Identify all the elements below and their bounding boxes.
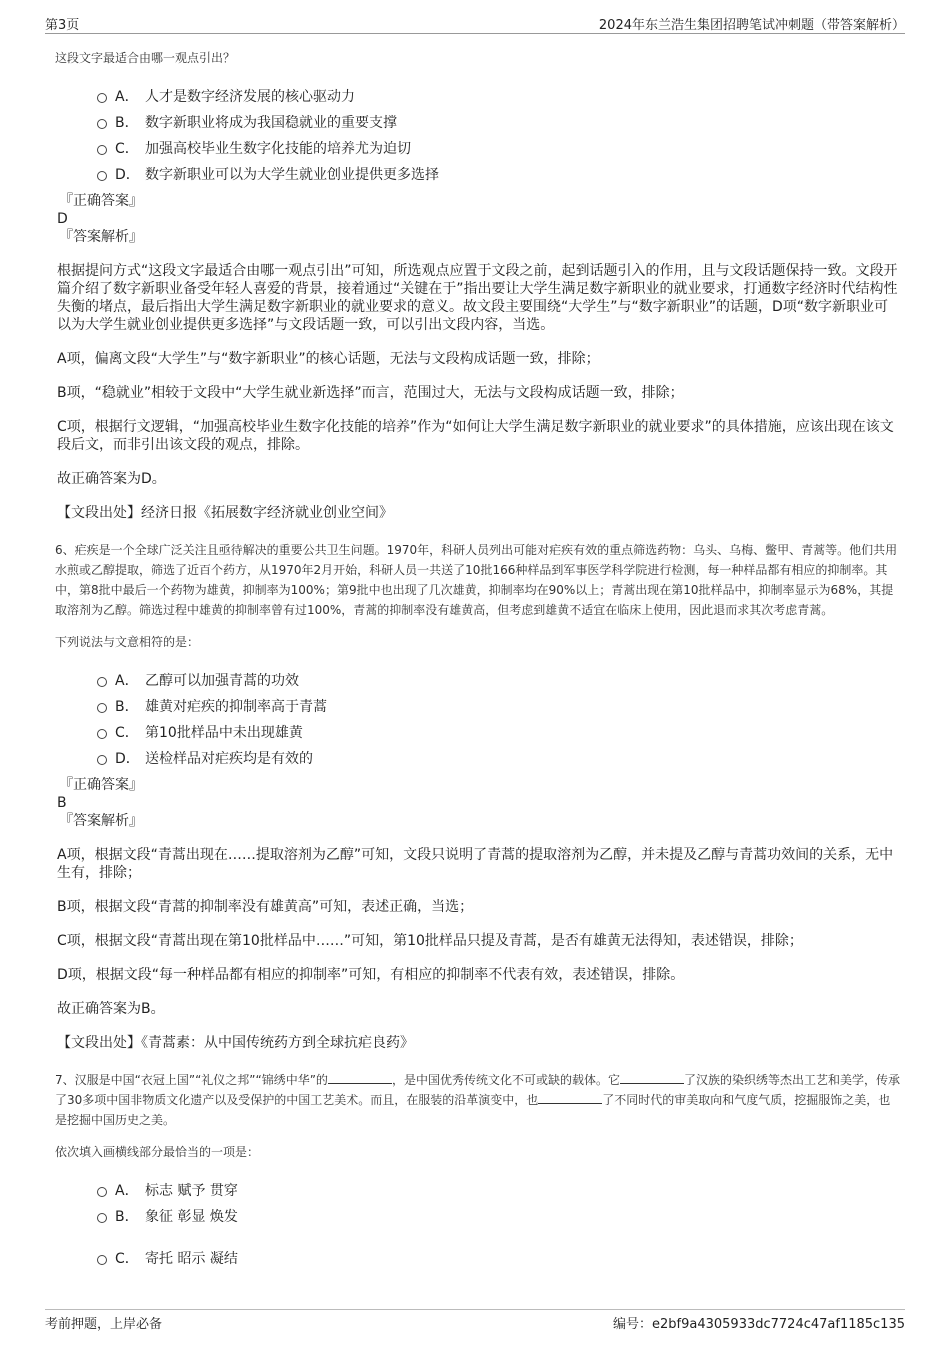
q5-analysis-paragraph: 根据提问方式“这段文字最适合由哪一观点引出”可知，所选观点应置于文段之前，起到话题引入的作用，且与文段话题保持一致。文段开篇介绍了数字新职业备受年轻人喜爱的背景，接着通过“关键在于”指出要让大学生满足数字新职业的就业要求，打通数字经济时代结构性失衡的堵点，最后指出大学生满足数字新职业的就业要求的意义。故文段主要围绕“大学生”与“数字新职业”的话题，D项“数字新职业可以为大学生就业创业提供更多选择”与文段话题一致，可以引出文段内容，当选。 [57,263,898,333]
q6-question: 下列说法与文意相符的是： [55,635,200,649]
q6-analysis-paragraph: B项，根据文段“青蒿的抑制率没有雄黄高”可知，表述正确，当选； [57,899,474,915]
page-number: 第3页 [45,18,80,33]
q5-option-c[interactable]: C． 加强高校毕业生数字化技能的培养尤为迫切 [97,136,900,162]
page-footer [45,1313,905,1333]
q7-option-b[interactable]: B． 象征 彰显 焕发 [97,1204,900,1230]
q6-analysis-label: 『答案解析』 [59,813,143,829]
q5-analysis-paragraph: B项，“稳就业”相较于文段中“大学生就业新选择”而言，范围过大，无法与文段构成话题一致，排除； [57,385,684,401]
q5-stem: 这段文字最适合由哪一观点引出？ [55,51,236,65]
q6-answer: B [57,795,67,811]
document-code: 编号：e2bf9a4305933dc7724c47af1185c135 [612,1317,905,1332]
page-content [55,48,900,1276]
q6-source: 【文段出处】《青蒿素：从中国传统药方到全球抗疟良药》 [57,1035,414,1051]
footer-slogan: 考前押题，上岸必备 [45,1317,163,1332]
q5-option-a[interactable]: A． 人才是数字经济发展的核心驱动力 [97,84,900,110]
q5-analysis-label: 『答案解析』 [59,229,143,245]
fill-blank [328,1071,392,1084]
footer-divider [45,1309,905,1310]
q6-analysis-paragraph: D项，根据文段“每一种样品都有相应的抑制率”可知，有相应的抑制率不代表有效，表述错误，排除。 [57,967,685,983]
q7-passage: 7、汉服是中国“衣冠上国”“礼仪之邦”“锦绣中华”的 ，是中国优秀传统文化不可或缺的载体。它 了汉族的染织绣等杰出工艺和美学，传承了30多项中国非物质文化遗产以及受保护的中国工艺美术。而且，在服装的沿革演变中，也 了不同时代的审美取向和气度气质，挖掘服饰之美，也是挖掘中国历史之美。 [55,1073,900,1127]
q6-options [97,668,900,772]
page-header [45,14,905,34]
q6-option-a[interactable]: A． 乙醇可以加强青蒿的功效 [97,668,900,694]
q5-source: 【文段出处】经济日报《拓展数字经济就业创业空间》 [57,505,393,521]
q6-option-b[interactable]: B． 雄黄对疟疾的抑制率高于青蒿 [97,694,900,720]
q5-options [97,84,900,188]
radio-icon[interactable] [97,703,107,713]
q5-option-b[interactable]: B． 数字新职业将成为我国稳就业的重要支撑 [97,110,900,136]
document-title: 2024年东兰浩生集团招聘笔试冲刺题（带答案解析） [598,18,905,33]
q6-answer-label: 『正确答案』 [59,777,143,793]
q6-option-d[interactable]: D． 送检样品对疟疾均是有效的 [97,746,900,772]
radio-icon[interactable] [97,755,107,765]
q7-question: 依次填入画横线部分最恰当的一项是： [55,1145,260,1159]
radio-icon[interactable] [97,729,107,739]
header-divider [45,33,905,34]
radio-icon[interactable] [97,1255,107,1265]
q6-analysis-paragraph: A项，根据文段“青蒿出现在……提取溶剂为乙醇”可知，文段只说明了青蒿的提取溶剂为乙醇，并未提及乙醇与青蒿功效间的关系，无中生有，排除； [57,847,894,881]
q7-options [97,1178,900,1272]
q6-option-c[interactable]: C． 第10批样品中未出现雄黄 [97,720,900,746]
q7-option-c[interactable]: C． 寄托 昭示 凝结 [97,1246,900,1272]
q5-option-d[interactable]: D． 数字新职业可以为大学生就业创业提供更多选择 [97,162,900,188]
radio-icon[interactable] [97,145,107,155]
q5-answer-label: 『正确答案』 [59,193,143,209]
radio-icon[interactable] [97,677,107,687]
q5-analysis-paragraph: 故正确答案为D。 [57,471,166,487]
radio-icon[interactable] [97,93,107,103]
fill-blank [538,1091,602,1104]
radio-icon[interactable] [97,1187,107,1197]
q7-option-a[interactable]: A． 标志 赋予 贯穿 [97,1178,900,1204]
q6-analysis-paragraph: 故正确答案为B。 [57,1001,165,1017]
q5-analysis-paragraph: A项，偏离文段“大学生”与“数字新职业”的核心话题，无法与文段构成话题一致，排除； [57,351,600,367]
radio-icon[interactable] [97,171,107,181]
radio-icon[interactable] [97,1213,107,1223]
fill-blank [620,1071,684,1084]
q5-answer: D [57,211,68,227]
q6-analysis-paragraph: C项，根据文段“青蒿出现在第10批样品中……”可知，第10批样品只提及青蒿，是否有雄黄无法得知，表述错误，排除； [57,933,803,949]
q6-passage: 6、疟疾是一个全球广泛关注且亟待解决的重要公共卫生问题。1970年，科研人员列出可能对疟疾有效的重点筛选药物：乌头、乌梅、鳖甲、青蒿等。他们共用水煎或乙醇提取，筛选了近百个药方，从1970年2月开始，科研人员一共送了10批166种样品到军事医学科学院进行检测，每一种样品都有相应的抑制率。其中，第8批中最后一个药物为雄黄，抑制率为100%；第9批中也出现了几次雄黄，抑制率均在90%以上；青蒿出现在第10批样品中，抑制率显示为68%，其提取溶剂为乙醇。筛选过程中雄黄的抑制率曾有过100%，青蒿的抑制率没有雄黄高，但考虑到雄黄不适宜在临床上使用，因此退而求其次考虑青蒿。 [55,543,898,617]
q5-analysis-paragraph: C项，根据行文逻辑，“加强高校毕业生数字化技能的培养”作为“如何让大学生满足数字新职业的就业要求”的具体措施，应该出现在该文段后文，而非引出该文段的观点，排除。 [57,419,894,453]
radio-icon[interactable] [97,119,107,129]
